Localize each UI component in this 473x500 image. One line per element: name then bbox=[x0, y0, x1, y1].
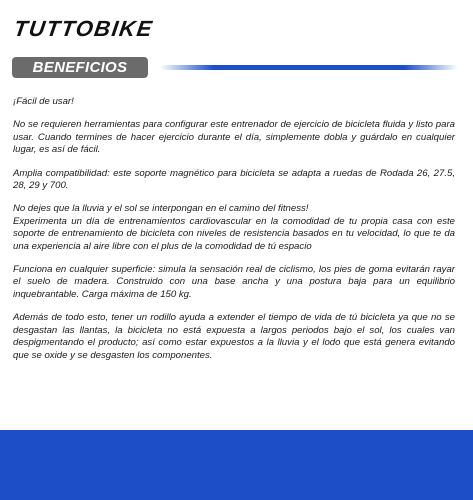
section-title-badge bbox=[12, 57, 148, 78]
paragraph-easy-to-use: ¡Fácil de usar! bbox=[13, 96, 74, 107]
accent-divider bbox=[160, 65, 458, 70]
benefits-text bbox=[13, 96, 455, 373]
paragraph-bike-life: Además de todo esto, tener un rodillo ayuda a extender el tiempo de vida de tú bicicleta ya que no se desgastan las llantas, la bicicleta no está expuesta a largos periodos bajo el sol, los cuales van despigmentando el producto; así como estar expuestos a la lluvia y el lodo que está genera evitando que se oxide y se desgasten los componentes. bbox=[13, 312, 455, 361]
brand-logo: TUTTOBIKE bbox=[12, 16, 155, 41]
paragraph-no-tools: No se requieren herramientas para configurar este entrenador de ejercicio de bicicleta fluida y listo para usar. Cuando termines de hacer ejercicio durante el día, simplemente dobla y guárdalo en cualquier lugar, es así de fácil. bbox=[13, 119, 455, 156]
paragraph-any-surface: Funciona en cualquier superficie: simula la sensación real de ciclismo, los pies de goma evitarán rayar el suelo de madera. Construido con una base ancha y una postura baja para un equilibrio inquebrantable. Carga máxima de 150 kg. bbox=[13, 264, 455, 300]
paragraph-rain-sun: No dejes que la lluvia y el sol se interpongan en el camino del fitness! bbox=[13, 203, 309, 215]
paragraph-compatibility: Amplia compatibilidad: este soporte magnético para bicicleta se adapta a ruedas de Rodada 26, 27.5, 28, 29 y 700. bbox=[13, 167, 455, 192]
footer-band bbox=[0, 430, 473, 500]
section-title: BENEFICIOS bbox=[32, 59, 128, 76]
paragraph-cardio: Experimenta un día de entrenamientos cardiovascular en la comodidad de tu propia casa con este soporte de entrenamiento de bicicleta con niveles de resistencia basados en tu velocidad, lo que te da una experiencia al aire libre con el plus de la comodidad de tú espacio bbox=[13, 215, 455, 252]
